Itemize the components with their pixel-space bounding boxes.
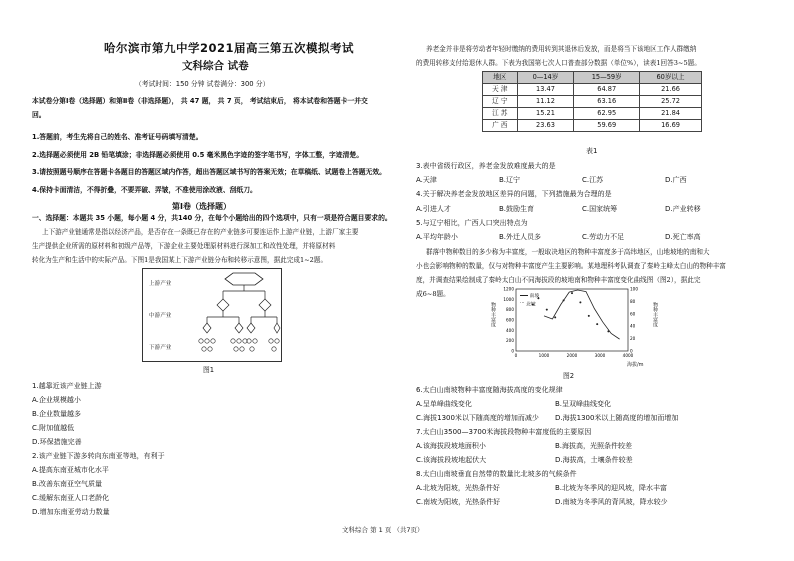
q8-option-c: C.南坡为阳坡，光热条件好 [416, 498, 501, 506]
q4-stem: 4.关于解决养老金发放地区差异的问题，下列措施最为合理的是 [416, 190, 612, 198]
q1-option-c: C.附加值越低 [32, 424, 75, 432]
figure-1-label-upstream: 上游产业 [149, 281, 172, 287]
q5-stem: 5.与辽宁相比，广西人口突出特点为 [416, 219, 528, 227]
legend-south-label: 南坡 [529, 294, 540, 299]
q2-option-c: C.缓解东南亚人口老龄化 [32, 494, 110, 502]
table-1 [482, 71, 702, 132]
x-tick-label: 1000 [538, 353, 550, 358]
intro-line-2: 回。 [32, 111, 46, 119]
q3-option-a: A.天津 [416, 176, 437, 184]
table-header: 60岁以上 [640, 72, 702, 84]
q8-option-b: B.北坡为冬季风的迎风坡，降水丰富 [555, 484, 668, 492]
passage-line-3: 转化为生产和生活中的实际产品。下图1是我国某上下游产业链分布和转移示意图，据此完成1~2题。 [32, 256, 328, 264]
passage2-line-1: 群落中物种数目的多少称为丰富度，一般取决地区的物种丰富度多于高纬地区，山地坡地的南和大 [426, 248, 710, 256]
figure-1-label-midstream: 中游产业 [149, 313, 172, 319]
legend-south-swatch [520, 295, 528, 296]
q7-option-a: A.该海拔段坡地面积小 [416, 442, 486, 450]
x-tick-label: 2000 [566, 353, 578, 358]
table-cell: 11.12 [517, 96, 574, 108]
q2-stem: 2.该产业链下游多转向东南亚等地，有利于 [32, 452, 165, 460]
page-title: 哈尔滨市第九中学2021届高三第五次模拟考试 [104, 41, 355, 55]
data-point-north [571, 292, 573, 294]
y-right-tick-label: 40 [630, 323, 636, 329]
table-row [483, 120, 702, 132]
figure-1-label-downstream: 下游产业 [149, 345, 172, 351]
q3-option-c: C.江苏 [582, 176, 604, 184]
legend-north [520, 301, 536, 308]
q7-option-c: C.该海拔段坡地起伏大 [416, 456, 487, 464]
table-cell: 21.84 [640, 108, 702, 120]
q4-option-b: B.鼓励生育 [499, 205, 535, 213]
note-3: 3.请按照题号顺序在答题卡各题目的答题区域内作答，超出答题区域书写的答案无效；在草稿纸、试题卷上答题无效。 [32, 168, 386, 176]
y-left-tick-label: 0 [511, 348, 514, 354]
passage-line-2: 生产提供企业所需的原材料和初级产品等，下游企业主要处理原材料进行深加工和改性处理，并将原材料 [32, 242, 336, 250]
table-cell: 江 苏 [483, 108, 518, 120]
note-2: 2.选择题必须使用 2B 铅笔填涂；非选择题必须使用 0.5 毫米黑色字迹的签字笔书写，字体工整，字迹清楚。 [32, 151, 363, 159]
q6-option-c: C.海拔1300米以下随高度的增加而减少 [416, 414, 539, 422]
q6-option-a: A.呈单峰曲线变化 [416, 400, 472, 408]
q7-option-d: D.海拔高，土壤条件较差 [555, 456, 633, 464]
circle-nodes [199, 339, 279, 351]
note-1: 1.答题前，考生先将自己的姓名、准考证号码填写清楚。 [32, 133, 203, 141]
table-row [483, 96, 702, 108]
figure-2-y-right-label: 物种丰富度 [652, 302, 658, 327]
data-point-north [554, 316, 556, 318]
page-footer: 文科综合 第 1 页 （共7页） [342, 526, 424, 534]
q2-option-a: A.提高东南亚城市化水平 [32, 466, 109, 474]
q1-option-d: D.环保措施完善 [32, 438, 82, 446]
figure-1 [142, 268, 282, 362]
y-left-tick-label: 1200 [503, 286, 514, 292]
passage2-line-2: 小也会影响物种的数量，仅与对物种丰富度产生主要影响。某地理科考队调查了秦岭主峰太白山的物种丰富 [416, 262, 726, 270]
figure-2-chart [490, 285, 650, 367]
q8-option-d: D.南坡为冬季风的背风坡，降水较少 [555, 498, 668, 506]
y-left-tick-label: 600 [506, 317, 514, 323]
right-intro-2: 的费用转移支付给退休人群。下表为我国第七次人口普查部分数据（单位%），读表1回答3~5题。 [416, 59, 701, 67]
q4-option-d: D.产业转移 [665, 205, 701, 213]
q6-option-d: D.海拔1300米以上随高度的增加而增加 [555, 414, 679, 422]
y-right-tick-label: 0 [630, 348, 633, 354]
q5-option-c: C.劳动力不足 [582, 233, 625, 241]
passage2-line-3: 度，并调查结果绘制成了秦岭太白山不同海拔段的坡地南和物种丰富度变化曲线图（图2），据此完 [416, 276, 701, 284]
table-cell: 59.69 [574, 120, 640, 132]
data-point-north [588, 315, 590, 317]
figure-2-caption: 图2 [563, 372, 575, 380]
table-cell: 25.72 [640, 96, 702, 108]
y-left-tick-label: 800 [506, 307, 514, 313]
right-intro-1: 养老金并非是将劳动者年轻时缴纳的费用转到其退休后发放，而是将当下该地区工作人群缴纳 [426, 45, 697, 53]
q1-option-b: B.企业数量越多 [32, 410, 82, 418]
diamond-node [217, 299, 229, 311]
x-tick-label: 4000 [622, 353, 634, 358]
page-subtitle: 文科综合 试卷 [182, 60, 249, 72]
q8-stem: 8.太白山南坡垂直自然带的数量比北坡多的气候条件 [416, 470, 577, 478]
figure-2-y-left-label: 物种丰富度 [490, 302, 496, 327]
q4-option-a: A.引进人才 [416, 205, 451, 213]
table-header-row [483, 72, 702, 84]
q4-option-c: C.国家统筹 [582, 205, 618, 213]
q7-stem: 7.太白山3500—3700米海拔段物种丰富度低的主要原因 [416, 428, 592, 436]
table-cell: 天 津 [483, 84, 518, 96]
table-header: 15—59岁 [574, 72, 640, 84]
hexagon-node [225, 273, 263, 285]
table-cell: 15.21 [517, 108, 574, 120]
q1-stem: 1.越靠近该产业链上游 [32, 382, 102, 390]
y-right-tick-label: 80 [630, 298, 636, 304]
table-header: 地区 [483, 72, 518, 84]
passage2-line-4: 成6~8题。 [416, 290, 450, 298]
diamond-node [259, 299, 271, 311]
data-point-north [546, 309, 548, 311]
table-1-caption: 表1 [586, 147, 598, 155]
x-tick-label: 3000 [594, 353, 606, 358]
table-cell: 64.87 [574, 84, 640, 96]
legend-south [520, 294, 539, 300]
table-cell: 23.63 [517, 120, 574, 132]
data-point-north [607, 330, 609, 332]
table-row [483, 84, 702, 96]
table-cell: 21.66 [640, 84, 702, 96]
q1-option-a: A.企业规模越小 [32, 396, 81, 404]
table-cell: 广 西 [483, 120, 518, 132]
y-left-tick-label: 400 [506, 327, 514, 333]
data-point-north [563, 299, 565, 301]
table-row [483, 108, 702, 120]
table-cell: 辽 宁 [483, 96, 518, 108]
q6-stem: 6.太白山南坡物种丰富度随海拔高度的变化规律 [416, 386, 563, 394]
q7-option-b: B.海拔高，光照条件较差 [555, 442, 633, 450]
q5-option-b: B.外迁人员多 [499, 233, 542, 241]
y-right-tick-label: 60 [630, 311, 636, 317]
y-left-tick-label: 1000 [503, 296, 514, 302]
legend-north-label: 北坡 [526, 302, 536, 308]
q5-option-a: A.平均年龄小 [416, 233, 458, 241]
figure-1-caption: 图1 [203, 366, 215, 374]
data-point-north [596, 323, 598, 325]
note-4: 4.保持卡面清洁，不得折叠，不要弄破、弄皱，不准使用涂改液、刮纸刀。 [32, 186, 257, 194]
y-right-tick-label: 100 [630, 286, 638, 292]
table-cell: 16.69 [640, 120, 702, 132]
y-right-tick-label: 20 [630, 336, 636, 342]
x-tick-label: 0 [514, 353, 518, 358]
table-cell: 63.16 [574, 96, 640, 108]
q2-option-d: D.增加东南亚劳动力数量 [32, 508, 110, 516]
table-cell: 13.47 [517, 84, 574, 96]
legend-north-swatch: ··· [520, 301, 525, 306]
exam-info: （考试时间：150 分钟 试卷满分：300 分） [135, 80, 270, 88]
intro-line: 本试卷分第Ⅰ卷（选择题）和第Ⅱ卷（非选择题）， 共 47 题， 共 7 页， 考试结束后， 将本试卷和答题卡一并交 [32, 97, 368, 105]
q2-option-b: B.改善东南亚空气质量 [32, 480, 103, 488]
figure-2-x-label: 海拔/m [627, 362, 644, 368]
q8-option-a: A.北坡为阳坡，光热条件好 [416, 484, 500, 492]
q3-stem: 3.表中省级行政区，养老金发放难度最大的是 [416, 162, 556, 170]
data-point-north [579, 301, 581, 303]
q6-option-b: B.呈双峰曲线变化 [555, 400, 612, 408]
q5-option-d: D.死亡率高 [665, 233, 701, 241]
table-cell: 62.95 [574, 108, 640, 120]
q3-option-d: D.广西 [665, 176, 687, 184]
y-left-tick-label: 200 [506, 338, 514, 344]
section-heading: 第Ⅰ卷（选择题） [172, 202, 231, 211]
q3-option-b: B.辽宁 [499, 176, 521, 184]
passage-line-1: 上下游产业链通常是指以经济产品，是否存在一条既已存在的产业链多可要连运作上游产业链，上游厂家主要 [42, 228, 359, 236]
table-header: 0—14岁 [517, 72, 574, 84]
section-instruction: 一、选择题：本题共 35 小题，每小题 4 分，共140 分，在每个小题给出的四个选项中，只有一项是符合题目要求的。 [32, 214, 392, 222]
